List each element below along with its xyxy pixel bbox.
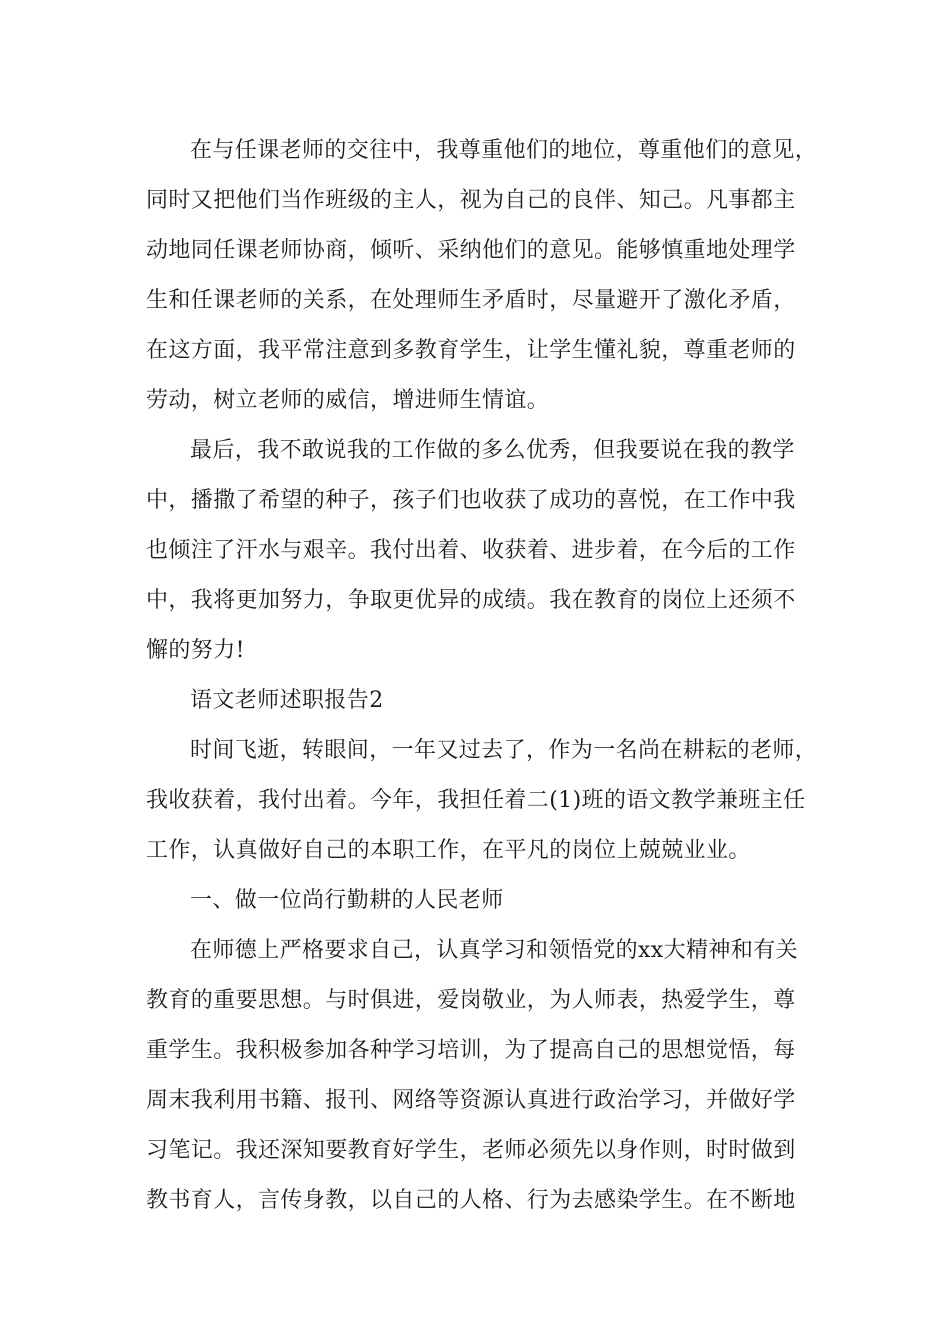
paragraph-1-line-1: 在与任课老师的交往中，我尊重他们的地位，尊重他们的意见， [190, 138, 818, 163]
paragraph-4-line-3: 重学生。我积极参加各种学习培训，为了提高自己的思想觉悟，每 [146, 1038, 796, 1063]
paragraph-2-line-3: 也倾注了汗水与艰辛。我付出着、收获着、进步着，在今后的工作 [146, 538, 796, 563]
paragraph-4-line-2: 教育的重要思想。与时俱进，爱岗敬业，为人师表，热爱学生，尊 [146, 988, 796, 1013]
section-title: 语文老师述职报告2 [190, 688, 384, 713]
paragraph-3-line-3: 工作，认真做好自己的本职工作，在平凡的岗位上兢兢业业。 [146, 838, 751, 863]
paragraph-1-line-4: 生和任课老师的关系，在处理师生矛盾时，尽量避开了激化矛盾， [146, 288, 796, 313]
paragraph-1-line-5: 在这方面，我平常注意到多教育学生，让学生懂礼貌，尊重老师的 [146, 338, 796, 363]
paragraph-4-line-4: 周末我利用书籍、报刊、网络等资源认真进行政治学习，并做好学 [146, 1088, 796, 1113]
paragraph-1-line-3: 动地同任课老师协商，倾听、采纳他们的意见。能够慎重地处理学 [146, 238, 796, 263]
paragraph-4-line-1: 在师德上严格要求自己，认真学习和领悟党的xx大精神和有关 [190, 938, 799, 963]
paragraph-4-line-6: 教书育人，言传身教，以自己的人格、行为去感染学生。在不断地 [146, 1188, 796, 1213]
paragraph-2-line-5: 懈的努力! [146, 638, 245, 663]
paragraph-2-line-2: 中，播撒了希望的种子，孩子们也收获了成功的喜悦，在工作中我 [146, 488, 796, 513]
paragraph-3-line-1: 时间飞逝，转眼间，一年又过去了，作为一名尚在耕耘的老师， [190, 738, 818, 763]
paragraph-1-line-2: 同时又把他们当作班级的主人，视为自己的良伴、知己。凡事都主 [146, 188, 796, 213]
paragraph-3-line-2: 我收获着，我付出着。今年，我担任着二(1)班的语文教学兼班主任 [146, 788, 806, 813]
subsection-heading: 一、做一位尚行勤耕的人民老师 [190, 888, 504, 913]
paragraph-2-line-4: 中，我将更加努力，争取更优异的成绩。我在教育的岗位上还须不 [146, 588, 796, 613]
paragraph-2-line-1: 最后，我不敢说我的工作做的多么优秀，但我要说在我的教学 [190, 438, 795, 463]
paragraph-4-line-5: 习笔记。我还深知要教育好学生，老师必须先以身作则，时时做到 [146, 1138, 796, 1163]
paragraph-1-line-6: 劳动，树立老师的威信，增进师生情谊。 [146, 388, 550, 413]
